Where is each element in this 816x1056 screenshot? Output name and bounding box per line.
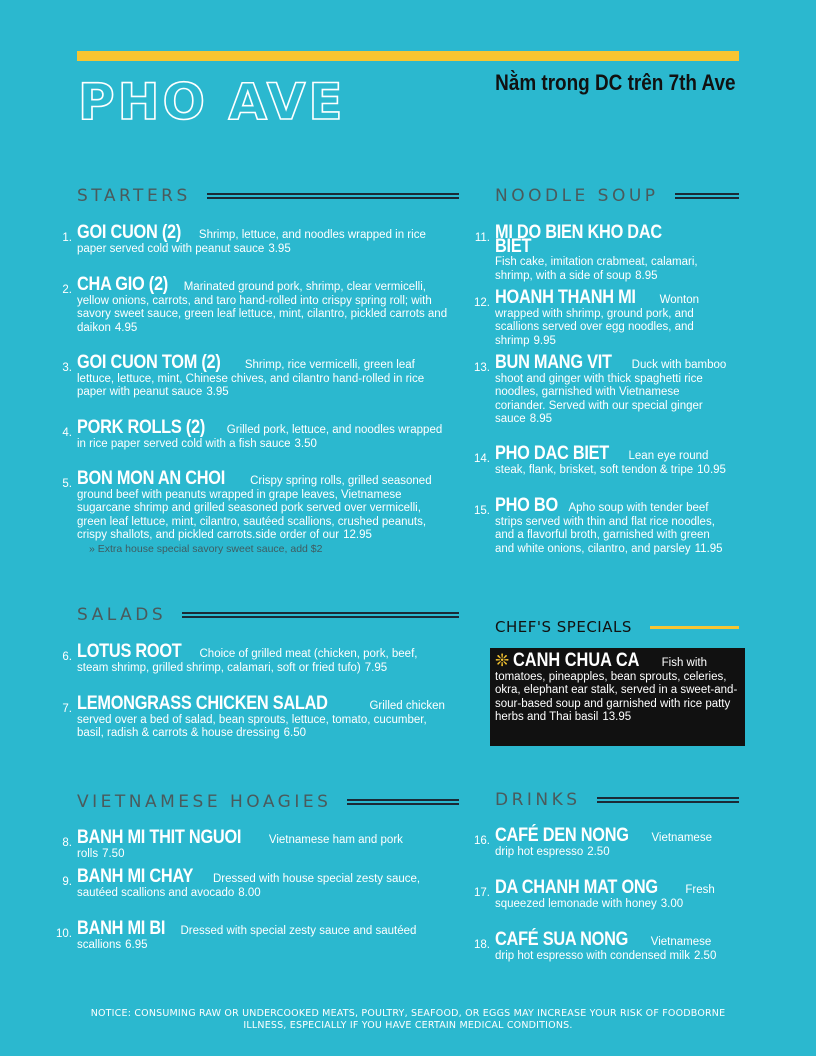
item-description: Fish with tomatoes, pineapples, bean sprouts, celeries, okra, elephant ear stalk, served in a sweet-and-sour-based soup and garnished with rice patty herbs and Thai basil [495, 657, 738, 723]
menu-item [62, 641, 449, 675]
top-accent-bar [77, 51, 739, 61]
item-number: 2. [62, 284, 72, 296]
item-description: Fish cake, imitation crabmeat, calamari, shrimp, with a side of soup [495, 256, 698, 282]
section-header-starters [77, 186, 459, 206]
item-name: BANH MI BI [77, 918, 166, 939]
item-number: 18. [474, 939, 490, 951]
item-number: 7. [62, 703, 72, 715]
menu-item [62, 222, 449, 256]
menu-item [474, 287, 731, 348]
section-rule [597, 797, 739, 803]
item-number: 9. [62, 876, 72, 888]
item-name: CAFÉ SUA NONG [495, 929, 629, 950]
item-name: BANH MI THIT NGUOI [77, 827, 242, 848]
menu-item [474, 877, 731, 911]
menu-item [474, 495, 731, 556]
section-title: CHEF'S SPECIALS [495, 618, 632, 636]
section-rule [207, 193, 459, 199]
section-title: STARTERS [77, 186, 191, 206]
menu-item [474, 825, 731, 859]
item-price: 3.50 [294, 437, 317, 450]
section-title: DRINKS [495, 790, 581, 810]
item-name: PHO DAC BIET [495, 443, 610, 464]
item-name: PHO BO [495, 495, 558, 516]
item-price: 6.95 [125, 938, 148, 951]
item-price: 10.95 [697, 463, 726, 476]
menu-item [474, 929, 731, 963]
item-description: Vietnamese ham and pork rolls [77, 834, 403, 860]
item-number: 15. [474, 505, 490, 517]
item-number: 12. [474, 297, 490, 309]
item-number: 5. [62, 478, 72, 490]
item-name: BANH MI CHAY [77, 866, 194, 887]
item-price: 3.95 [206, 386, 229, 398]
menu-item [62, 693, 449, 741]
menu-item [62, 417, 449, 451]
item-price: 12.95 [343, 529, 372, 541]
item-price: 7.50 [102, 847, 125, 860]
section-header-noodle-soup [495, 186, 739, 206]
item-price: 3.00 [660, 897, 684, 910]
item-number: 17. [474, 887, 490, 899]
item-number: 1. [62, 232, 72, 244]
item-number: 10. [56, 928, 72, 940]
section-title: VIETNAMESE HOAGIES [77, 792, 332, 812]
item-name: HOANH THANH MI [495, 287, 636, 308]
item-price: 13.95 [602, 711, 632, 723]
item-number: 13. [474, 362, 490, 374]
section-header-chefs-specials [495, 618, 739, 636]
item-description: Dressed with house special zesty sauce, sautéed scallions and avocado [77, 873, 421, 899]
item-name: LOTUS ROOT [77, 641, 182, 662]
item-price: 6.50 [283, 727, 307, 739]
item-description: Grilled chicken served over a bed of salad, bean sprouts, lettuce, tomato, cucumber, basil, radish & carrots & house dressing [77, 700, 445, 739]
item-description: Crispy spring rolls, grilled seasoned ground beef with peanuts wrapped in grape leaves, Vietnamese sugarcane shrimp and grilled seasoned pork served over vermicelli, green leaf lettuce, mint, cilantro, sautéed scallions, crushed peanuts, crispy shallots, and pickled carrots.side order of our [77, 475, 432, 541]
item-description: Marinated ground pork, shrimp, clear vermicelli, yellow onions, carrots, and taro hand-rolled into crispy spring roll; with savory sweet sauce, green leaf lettuce, mint, cilantro, pickled carrots and daikon [77, 281, 448, 334]
item-name: DA CHANH MAT ONG [495, 877, 658, 898]
menu-item [56, 918, 449, 952]
section-title: NOODLE SOUP [495, 186, 659, 206]
item-name: BON MON AN CHOI [77, 468, 226, 489]
item-name: LEMONGRASS CHICKEN SALAD [77, 693, 328, 714]
item-description: Wonton wrapped with shrimp, ground pork, and scallions served over egg noodles, and shrimp [495, 294, 699, 347]
item-description: Apho soup with tender beef strips served with thin and flat rice noodles, and a flavorful broth, garnished with green and white onions, cilantro, and parsley [495, 502, 715, 555]
item-description: Dressed with special zesty sauce and sautéed scallions [77, 925, 417, 951]
menu-item [474, 443, 731, 477]
menu-item [474, 352, 731, 427]
item-price: 7.95 [364, 661, 388, 674]
item-description: Grilled pork, lettuce, and noodles wrapped in rice paper served cold with a fish sauce [77, 424, 443, 450]
item-description: Vietnamese drip hot espresso with condensed milk [495, 936, 712, 962]
section-rule [347, 799, 459, 805]
item-number: 11. [474, 232, 490, 244]
menu-item [62, 866, 449, 900]
item-price: 2.50 [693, 949, 717, 962]
item-description: Vietnamese drip hot espresso [495, 832, 712, 858]
item-price: 4.95 [114, 321, 138, 334]
item-name: GOI CUON TOM (2) [77, 352, 221, 373]
section-header-hoagies [77, 792, 459, 812]
item-number: 3. [62, 362, 72, 374]
item-price: 8.95 [635, 269, 658, 282]
item-description: Shrimp, lettuce, and noodles wrapped in rice paper served cold with peanut sauce [77, 229, 426, 255]
menu-item [62, 352, 449, 400]
item-name: CHA GIO (2) [77, 274, 168, 295]
section-header-drinks [495, 790, 739, 810]
tagline: Nằm trong DC trên 7th Ave [495, 70, 736, 95]
menu-item [62, 274, 449, 335]
menu-item [62, 827, 449, 861]
item-number: 14. [474, 453, 490, 465]
item-price: 8.00 [238, 886, 261, 899]
logo: PHO AVE [78, 73, 346, 131]
sparkle-icon: ❊ [495, 651, 510, 670]
section-header-salads [77, 605, 459, 625]
item-number: 4. [62, 427, 72, 439]
section-title: SALADS [77, 605, 167, 625]
item-description: Choice of grilled meat (chicken, pork, beef, steam shrimp, grilled shrimp, calamari, soft or fried tufo) [77, 648, 418, 674]
menu-item [474, 222, 731, 283]
section-rule [182, 612, 459, 618]
item-number: 8. [62, 837, 72, 849]
item-price: 3.95 [268, 242, 291, 255]
item-note: » Extra house special savory sweet sauce, add $2 [89, 542, 323, 555]
menu-item [62, 468, 449, 556]
item-name: MI DO BIEN KHO DAC BIET [495, 222, 662, 257]
item-price: 8.95 [529, 413, 553, 425]
chef-special-card [490, 648, 745, 746]
item-description: Lean eye round steak, flank, brisket, soft tendon & tripe [495, 450, 709, 476]
item-name: CAFÉ DEN NONG [495, 825, 629, 846]
item-name: CANH CHUA CA [513, 650, 640, 671]
section-rule [675, 193, 739, 199]
item-name: PORK ROLLS (2) [77, 417, 206, 438]
item-name: GOI CUON (2) [77, 222, 182, 243]
item-number: 16. [474, 835, 490, 847]
item-description: Fresh squeezed lemonade with honey [495, 884, 715, 910]
section-rule [650, 626, 739, 629]
item-number: 6. [62, 651, 72, 663]
item-description: Shrimp, rice vermicelli, green leaf lettuce, lettuce, mint, Chinese chives, and cilantro hand-rolled in rice paper with peanut sauce [77, 359, 425, 398]
item-price: 9.95 [533, 334, 556, 347]
item-price: 11.95 [694, 542, 723, 555]
item-price: 2.50 [587, 845, 610, 858]
health-notice: NOTICE: CONSUMING RAW OR UNDERCOOKED MEATS, POULTRY, SEAFOOD, OR EGGS MAY INCREASE YOUR RISK OF FOODBORNE ILLNESS, ESPECIALLY IF YOU HAVE CERTAIN MEDICAL CONDITIONS. [90, 1008, 726, 1031]
item-name: BUN MANG VIT [495, 352, 612, 373]
item-description: Duck with bamboo shoot and ginger with thick spaghetti rice noodles, garnished with Vietnamese coriander. Served with our special ginger sauce [495, 359, 727, 425]
